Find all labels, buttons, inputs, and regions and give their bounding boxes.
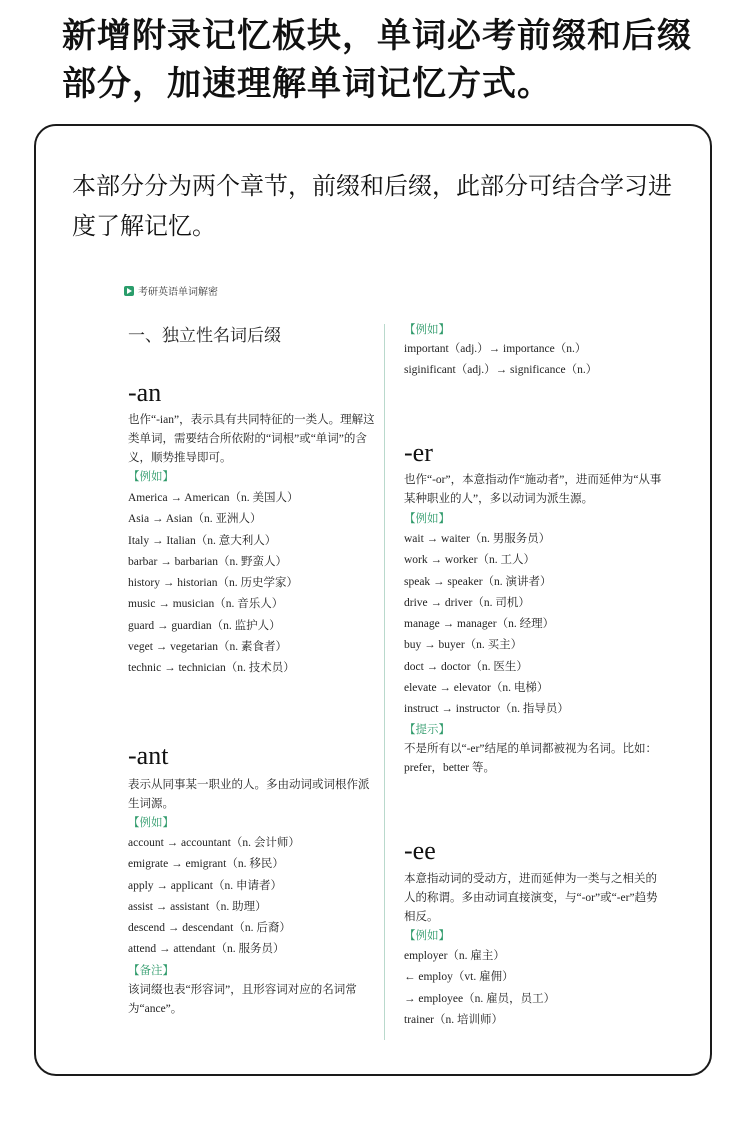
suffix-an-title: -an (128, 378, 162, 407)
suffix-ee-desc: 本意指动词的受动方，进而延伸为一类与之相关的人的称谓。多由动词直接演变，与“-or”或“-er”趋势相反。 (404, 873, 658, 923)
example-item: drive → driver（n. 司机） (404, 596, 530, 609)
example-item: wait → waiter（n. 男服务员） (404, 533, 551, 545)
column-divider (384, 324, 385, 1040)
example-item: Italy → Italian（n. 意大利人） (128, 534, 277, 547)
example-item: Asia → Asian（n. 亚洲人） (128, 513, 262, 526)
suffix-ee-examples (404, 946, 664, 1031)
book-header-title: 考研英语单词解密 (138, 287, 218, 298)
suffix-ant-note-tag: 【备注】 (128, 965, 174, 977)
example-item: instruct → instructor（n. 指导员） (404, 703, 569, 716)
section-title: 一、独立性名词后缀 (128, 326, 281, 346)
suffix-er-tip-tag: 【提示】 (404, 724, 450, 736)
preview-card (34, 124, 712, 1076)
suffix-er-example-tag: 【例如】 (404, 513, 450, 525)
suffix-ant-title: -ant (128, 741, 169, 770)
example-item: technic → technician（n. 技术员） (128, 662, 295, 675)
suffix-ant-examples (128, 833, 376, 961)
book-logo-icon (124, 286, 134, 296)
example-item: apply → applicant（n. 申请者） (128, 879, 282, 892)
example-item: guard → guardian（n. 监护人） (128, 619, 281, 632)
example-item: attend → attendant（n. 服务员） (128, 943, 285, 956)
example-item: siginificant（adj.）→ significance（n.） (404, 364, 598, 377)
suffix-ant-note: 该词缀也表“形容词”，且形容词对应的名词常为“ance”。 (128, 984, 357, 1015)
suffix-ant-desc: 表示从同事某一职业的人。多由动词或词根作派生词源。 (128, 779, 370, 810)
example-item: descend → descendant（n. 后裔） (128, 922, 291, 935)
intro-text: 本部分分为两个章节，前缀和后缀，此部分可结合学习进度了解记忆。 (72, 172, 672, 240)
example-item: barbar → barbarian（n. 野蛮人） (128, 555, 288, 568)
example-item: important（adj.）→ importance（n.） (404, 343, 587, 355)
top-example-tag: 【例如】 (404, 324, 450, 336)
suffix-an-desc: 也作“-ian”，表示具有共同特征的一类人。理解这类单词，需要结合所依附的“词根”或“单词”的含义，顺势推导即可。 (128, 414, 375, 464)
example-item: history → historian（n. 历史学家） (128, 577, 298, 590)
suffix-ee-example-tag: 【例如】 (404, 930, 450, 942)
example-item: America → American（n. 美国人） (128, 492, 299, 504)
example-item: elevate → elevator（n. 电梯） (404, 682, 549, 695)
headline: 新增附录记忆板块，单词必考前缀和后缀部分，加速理解单词记忆方式。 (62, 16, 692, 104)
suffix-an-examples (128, 488, 376, 680)
example-item: work → worker（n. 工人） (404, 554, 535, 567)
example-item: account → accountant（n. 会计师） (128, 837, 300, 849)
example-item: → employee（n. 雇员，员工） (404, 992, 556, 1005)
example-item: ← employ（vt. 雇佣） (404, 971, 514, 984)
suffix-er-desc: 也作“-or”，本意指动作“施动者”，进而延伸为“从事某种职业的人”，多以动词为派生源。 (404, 474, 662, 505)
example-item: veget → vegetarian（n. 素食者） (128, 641, 288, 654)
book-header (124, 283, 218, 298)
suffix-ant-example-tag: 【例如】 (128, 817, 174, 829)
example-item: music → musician（n. 音乐人） (128, 598, 284, 611)
example-item: manage → manager（n. 经理） (404, 618, 555, 631)
example-item: employer（n. 雇主） (404, 950, 505, 962)
suffix-ee-title: -ee (404, 836, 436, 865)
top-examples (404, 339, 664, 382)
suffix-er-examples (404, 529, 664, 721)
suffix-er-title: -er (404, 438, 433, 467)
suffix-er-tip: 不是所有以“-er”结尾的单词都被视为名词。比如：prefer，better 等。 (404, 743, 657, 774)
example-item: speak → speaker（n. 演讲者） (404, 575, 552, 588)
example-item: buy → buyer（n. 买主） (404, 639, 523, 652)
example-item: trainer（n. 培训师） (404, 1013, 504, 1026)
suffix-an-example-tag: 【例如】 (128, 471, 174, 483)
example-item: doct → doctor（n. 医生） (404, 660, 528, 673)
example-item: emigrate → emigrant（n. 移民） (128, 858, 284, 871)
example-item: assist → assistant（n. 助理） (128, 900, 267, 913)
